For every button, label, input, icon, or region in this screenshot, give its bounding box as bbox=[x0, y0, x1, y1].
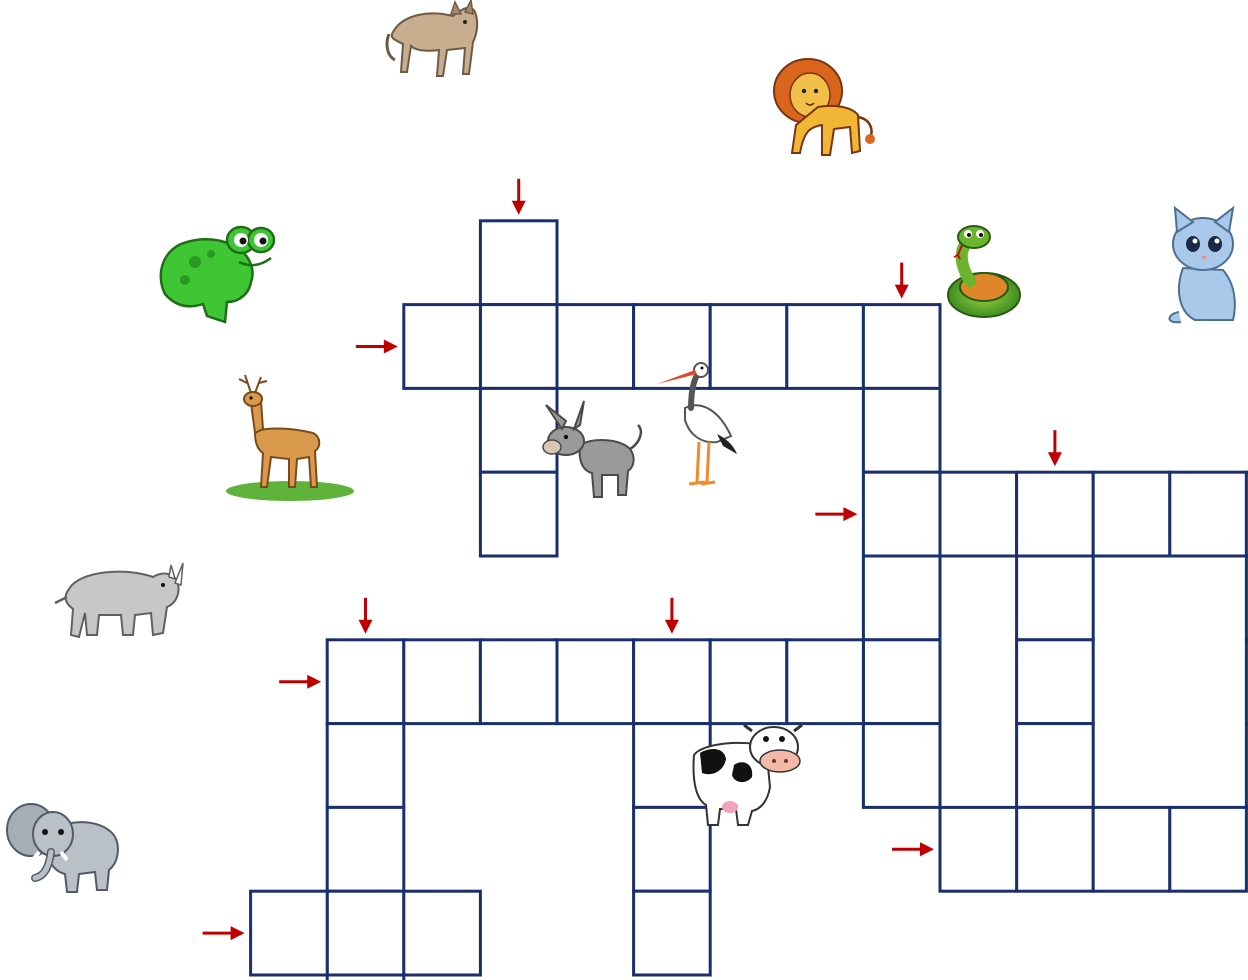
crossword-cell[interactable] bbox=[863, 556, 940, 640]
cat-icon bbox=[1170, 208, 1235, 322]
crossword-cell[interactable] bbox=[404, 891, 481, 975]
crossword-grid bbox=[251, 221, 1248, 980]
arrow-frog bbox=[356, 340, 398, 354]
lion-icon bbox=[774, 59, 875, 155]
crossword-cell[interactable] bbox=[1093, 472, 1170, 556]
crossword-cell[interactable] bbox=[1017, 640, 1094, 724]
crossword-cell[interactable] bbox=[327, 724, 404, 808]
arrow-deer bbox=[359, 598, 373, 634]
crossword-cell[interactable] bbox=[863, 388, 940, 472]
crossword-cell[interactable] bbox=[480, 305, 557, 389]
arrow-cow bbox=[892, 842, 934, 856]
crossword-cell[interactable] bbox=[327, 891, 404, 975]
wolf-icon bbox=[387, 0, 477, 76]
arrow-rhino bbox=[279, 675, 321, 689]
crossword-cell[interactable] bbox=[557, 305, 634, 389]
crossword-cell[interactable] bbox=[557, 640, 634, 724]
frog-icon bbox=[161, 227, 274, 322]
crossword-cell[interactable] bbox=[251, 891, 328, 975]
crossword-cell[interactable] bbox=[634, 640, 711, 724]
crossword-cell[interactable] bbox=[404, 305, 481, 389]
crossword-cell[interactable] bbox=[863, 305, 940, 389]
arrow-donkey bbox=[665, 598, 679, 634]
crossword-cell[interactable] bbox=[710, 305, 787, 389]
arrow-wolf bbox=[512, 179, 526, 215]
crossword-cell[interactable] bbox=[404, 640, 481, 724]
crossword-cell[interactable] bbox=[787, 640, 864, 724]
snake-icon bbox=[948, 226, 1020, 317]
crossword-cell[interactable] bbox=[710, 640, 787, 724]
crossword-cell[interactable] bbox=[1170, 807, 1247, 891]
arrow-lion bbox=[895, 263, 909, 299]
crossword-cell[interactable] bbox=[863, 640, 940, 724]
crossword-cell[interactable] bbox=[1170, 472, 1247, 556]
rhino-icon bbox=[55, 563, 183, 637]
crossword-cell[interactable] bbox=[480, 640, 557, 724]
crossword-cell[interactable] bbox=[327, 807, 404, 891]
crossword-cell[interactable] bbox=[940, 807, 1017, 891]
arrow-elephant bbox=[203, 926, 245, 940]
crossword-cell[interactable] bbox=[327, 975, 404, 980]
crossword-cell[interactable] bbox=[1017, 807, 1094, 891]
crossword-cell[interactable] bbox=[634, 891, 711, 975]
crossword-cell[interactable] bbox=[940, 472, 1017, 556]
crossword-cell[interactable] bbox=[863, 724, 940, 808]
crossword-cell[interactable] bbox=[634, 807, 711, 891]
elephant-icon bbox=[7, 804, 118, 892]
crossword-cell[interactable] bbox=[1093, 807, 1170, 891]
crossword-cell[interactable] bbox=[480, 221, 557, 305]
crossword-cell[interactable] bbox=[1017, 556, 1094, 640]
arrow-snake bbox=[1048, 430, 1062, 466]
crossword-cell[interactable] bbox=[1017, 724, 1094, 808]
arrow-stork bbox=[815, 507, 857, 521]
crossword-cell[interactable] bbox=[863, 472, 940, 556]
crossword-cell[interactable] bbox=[1017, 472, 1094, 556]
crossword-cell[interactable] bbox=[327, 640, 404, 724]
crossword-cell[interactable] bbox=[480, 472, 557, 556]
deer-icon bbox=[226, 375, 354, 501]
crossword-cell[interactable] bbox=[787, 305, 864, 389]
crossword-cell[interactable] bbox=[480, 388, 557, 472]
